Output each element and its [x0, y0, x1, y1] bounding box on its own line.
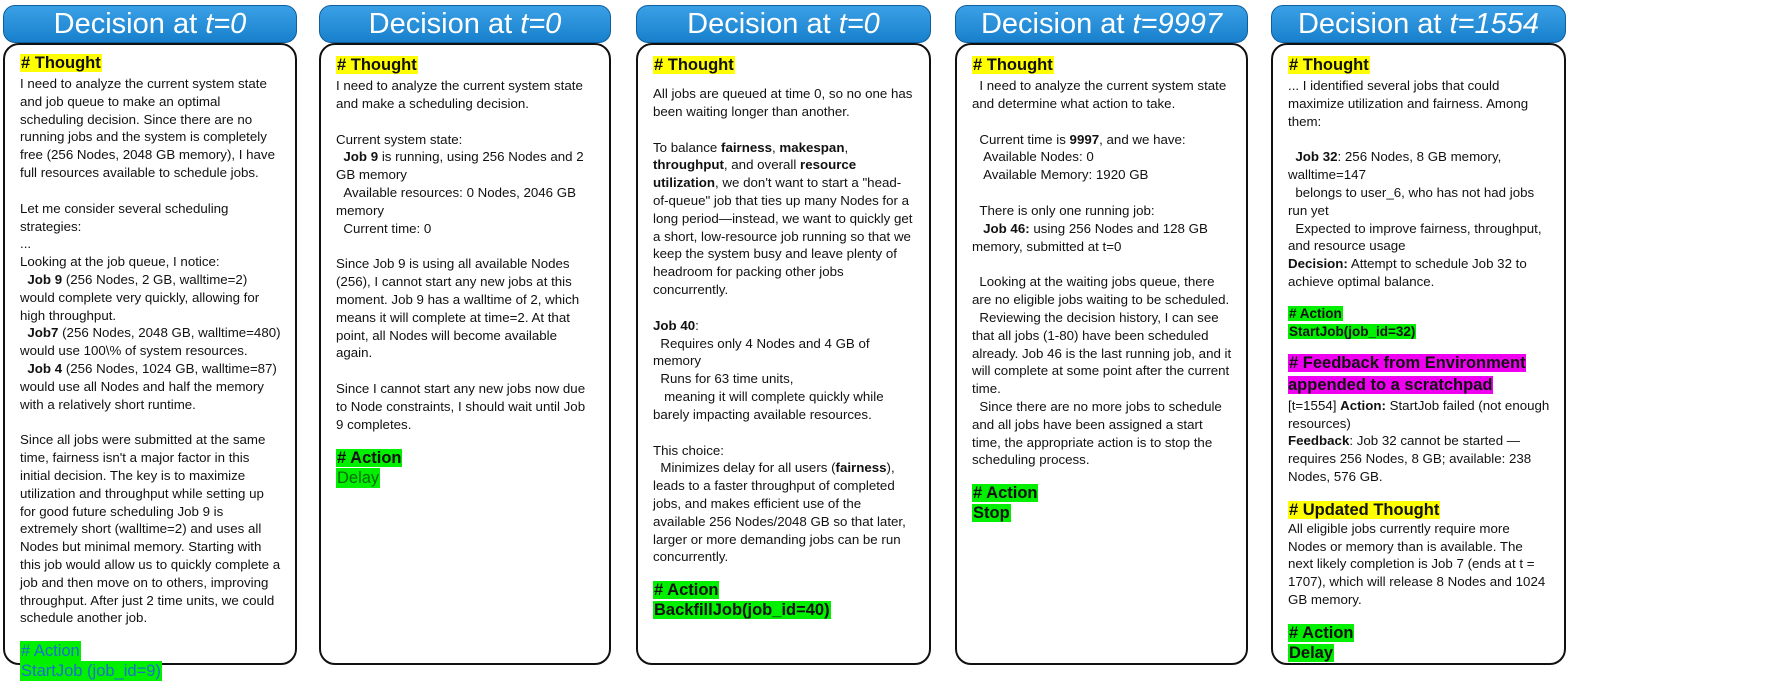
thought-paragraph: Current time is 9997, and we have: Available Nodes: 0 Available Memory: 1920 GB	[972, 131, 1186, 183]
thought-label: # Thought	[21, 54, 101, 72]
thought-paragraph: ... I identified several jobs that could maximize utilization and fairness. Among them:	[1288, 78, 1532, 129]
action-value: StartJob(job_id=32)	[1289, 323, 1416, 339]
panel-body	[636, 43, 931, 665]
updated-thought-label: # Updated Thought	[1289, 500, 1440, 519]
header-prefix: Decision at	[53, 8, 206, 40]
panel-body	[955, 43, 1248, 665]
thought-paragraph: Job 40: Requires only 4 Nodes and 4 GB of memory Runs for 63 time units, meaning it will complete quickly while barely impacting available resources.	[653, 317, 884, 422]
header-time: t=0	[838, 8, 880, 40]
thought-paragraph: All jobs are queued at time 0, so no one has been waiting longer than another.	[653, 86, 917, 119]
thought-paragraph: To balance fairness, makespan, throughput, and overall resource utilization, we don't want to start a "head-of-queue" job that ties up many Nodes for a long period—instead, we want to quickly get a short, low-resource job running so that we keep the system busy and leave plenty of headroom for packing other jobs concurrently.	[653, 139, 917, 297]
thought-paragraph: Job 32: 256 Nodes, 8 GB memory, walltime=147 belongs to user_6, who has not had jobs run yet Expected to improve fairness, throughput, and resource usage Decision: Attempt to schedule Job 32 to achieve optimal balance.	[1288, 149, 1542, 289]
thought-paragraph: Since Job 9 is using all available Nodes (256), I cannot start any new jobs at this moment. Job 9 has a walltime of 2, which means it will complete at time=2. At that point, all Nodes will become available again.	[336, 256, 583, 361]
final-action-value: Delay	[1289, 643, 1334, 662]
header-prefix: Decision at	[687, 8, 839, 40]
panel-body	[319, 43, 611, 665]
panel-header	[955, 5, 1248, 43]
header-time: t=0	[205, 8, 247, 40]
panel-3	[636, 5, 931, 665]
header-time: t=9997	[1132, 8, 1223, 40]
header-time: t=0	[520, 8, 562, 40]
thought-paragraph: There is only one running job: Job 46: using 256 Nodes and 128 GB memory, submitted at t=0	[972, 202, 1212, 254]
action-label: # Action	[1289, 305, 1342, 321]
thought-label: # Thought	[973, 56, 1053, 74]
panel-body	[1271, 43, 1566, 665]
header-prefix: Decision at	[368, 8, 521, 40]
panel-header	[636, 5, 931, 43]
thought-label: # Thought	[654, 56, 734, 74]
panel-header	[319, 5, 611, 43]
action-value: StartJob (job_id=9)	[21, 662, 161, 681]
thought-paragraph: Since I cannot start any new jobs now due to Node constraints, I should wait until Job 9 completes.	[336, 381, 589, 432]
action-label: # Action	[973, 484, 1038, 503]
thought-paragraph: I need to analyze the current system state and make a scheduling decision.	[336, 78, 587, 111]
panel-1	[3, 5, 297, 681]
panel-header	[3, 5, 297, 43]
header-time: t=1554	[1449, 8, 1540, 40]
action-value: Delay	[337, 468, 380, 487]
thought-paragraph: Current system state: Job 9 is running, using 256 Nodes and 2 GB memory Available resources: 0 Nodes, 2046 GB memory Current time: 0	[336, 131, 584, 236]
thought-label: # Thought	[1289, 56, 1369, 74]
feedback-text: [t=1554] Action: StartJob failed (not enough resources) Feedback: Job 32 cannot be started — requires 256 Nodes, 8 GB; available: 238 Nodes, 576 GB.	[1288, 397, 1550, 484]
action-value: BackfillJob(job_id=40)	[654, 601, 830, 620]
panel-header	[1271, 5, 1566, 43]
thought-label: # Thought	[337, 56, 417, 74]
thought-paragraph: Let me consider several scheduling strategies: ... Looking at the job queue, I notice: Job 9 (256 Nodes, 2 GB, walltime=2) would complete very quickly, allowing for high throughput. Job7 (256 Nodes, 2048 GB, walltime=480) would use 100\% of system resources. Job 4 (256 Nodes, 1024 GB, walltime=87) would use all Nodes and half the memory with a relatively short runtime.	[20, 200, 281, 412]
action-label: # Action	[337, 448, 402, 467]
panel-5	[1271, 5, 1566, 665]
thought-paragraph: This choice: Minimizes delay for all users (fairness), leads to a faster throughput of completed jobs, and makes efficient use of the available 256 Nodes/2048 GB so that later, larger or more demanding jobs can be run concurrently.	[653, 442, 910, 565]
action-value: Stop	[973, 504, 1010, 523]
thought-paragraph: Looking at the waiting jobs queue, there are no eligible jobs waiting to be scheduled. Reviewing the decision history, I can see that all jobs (1-80) have been scheduled already. Job 46 is the last running job, and it will complete at some point after the current time. Since there are no more jobs to schedule and all jobs have been assigned a start time, the appropriate action is to stop the scheduling process.	[972, 274, 1232, 468]
final-action-label: # Action	[1289, 623, 1354, 642]
updated-thought-text: All eligible jobs currently require more Nodes or memory than is available. The next likely completion is Job 7 (ends at t = 1707), which will release 8 Nodes and 1024 GB memory.	[1288, 520, 1549, 607]
header-prefix: Decision at	[980, 8, 1133, 40]
panel-2	[319, 5, 611, 665]
action-label: # Action	[654, 581, 719, 600]
action-label: # Action	[21, 642, 80, 661]
thought-paragraph: I need to analyze the current system state and determine what action to take.	[972, 78, 1230, 111]
feedback-label: # Feedback from Environment appended to a scratchpad	[1288, 353, 1526, 394]
panel-body	[3, 43, 297, 681]
thought-paragraph: Since all jobs were submitted at the same time, fairness isn't a major factor in this initial decision. The key is to maximize utilization and throughput while setting up for good future scheduling Job 9 is extremely short (walltime=2) and uses all Nodes but minimal memory. Starting with this job would allow us to quickly complete a job and then move on to others, improving throughput. After just 2 time units, we could schedule another job.	[20, 432, 284, 626]
panel-4	[955, 5, 1248, 665]
thought-paragraph: I need to analyze the current system state and job queue to make an optimal scheduling decision. Since there are no running jobs and the system is completely free (256 Nodes, 2048 GB memory), I have full resources available to schedule jobs.	[20, 76, 279, 180]
header-prefix: Decision at	[1297, 8, 1450, 40]
